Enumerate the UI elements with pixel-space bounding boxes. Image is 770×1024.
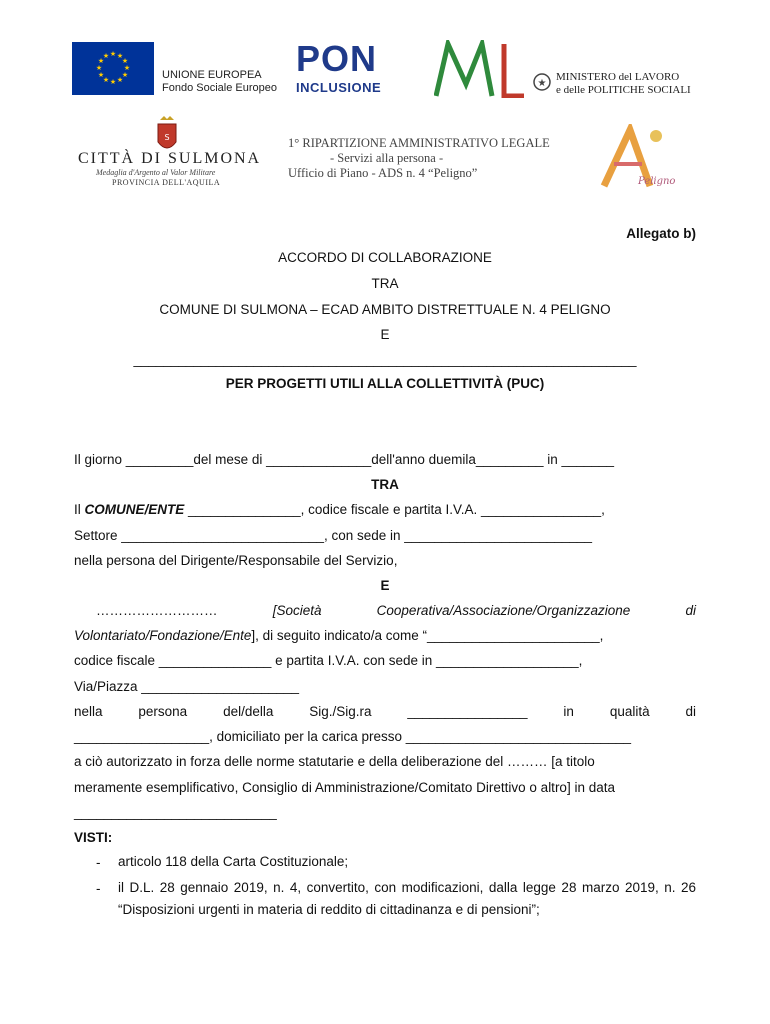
city-province: PROVINCIA DELL'AQUILA — [112, 178, 221, 187]
eu-label: UNIONE EUROPEA Fondo Sociale Europeo — [162, 69, 277, 94]
e-heading: E — [380, 327, 390, 342]
data-blank-line: ___________________________ — [74, 805, 277, 820]
svg-text:★: ★ — [97, 71, 105, 79]
svg-text:★: ★ — [121, 57, 129, 65]
list-bullet: - — [96, 855, 101, 870]
list-item: il D.L. 28 gennaio 2019, n. 4, convertito, con modificazioni, dalla legge 28 marzo 2019, n. 26 “Disposizioni urgenti in materia di reddito di cittadinanza e di pensioni”; — [118, 880, 696, 917]
list-item: articolo 118 della Carta Costituzionale; — [118, 854, 349, 869]
svg-text:Peligno: Peligno — [638, 176, 676, 187]
volontariato-line: Volontariato/Fondazione/Ente], di seguito indicato/a come “_______________________, — [74, 628, 604, 643]
ministero-logo-icon — [434, 40, 526, 98]
allegato-label: Allegato b) — [626, 226, 696, 241]
tra-heading-2: TRA — [371, 477, 399, 492]
autorizzato-line: a ciò autorizzato in forza delle norme statutarie e della deliberazione del ……… [a titolo — [74, 754, 595, 769]
document-title: ACCORDO DI COLLABORAZIONE — [278, 250, 492, 265]
svg-text:★: ★ — [109, 50, 117, 58]
svg-text:★: ★ — [102, 52, 110, 60]
svg-text:★: ★ — [109, 78, 117, 86]
city-name: CITTÀ DI SULMONA — [78, 150, 262, 167]
puc-heading: PER PROGETTI UTILI ALLA COLLETTIVITÀ (PUC) — [225, 376, 545, 391]
meramente-line: meramente esemplificativo, Consiglio di Amministrazione/Comitato Direttivo o altro] in data — [74, 780, 615, 795]
pon-sub: INCLUSIONE — [296, 80, 382, 95]
eu-flag-icon — [72, 42, 154, 95]
svg-text:★: ★ — [116, 76, 124, 84]
codice-line: codice fiscale _______________ e partita I.V.A. con sede in ___________________, — [74, 653, 583, 668]
pon-inclusione-logo — [296, 40, 406, 98]
persona-line: nella persona del Dirigente/Responsabile del Servizio, — [74, 553, 398, 568]
parties-line: COMUNE DI SULMONA – ECAD AMBITO DISTRETTUALE N. 4 PELIGNO — [159, 302, 611, 317]
svg-text:★: ★ — [123, 64, 131, 72]
nella-persona-line: nella persona del/della Sig./Sig.ra ________________ in qualità di — [74, 704, 696, 719]
counterparty-blank: ___________________________________________________________________ — [133, 352, 637, 367]
domiciliato-line: __________________, domiciliato per la carica presso ______________________________ — [74, 729, 631, 744]
svg-text:★: ★ — [121, 71, 129, 79]
comune-line: Il COMUNE/ENTE _______________, codice fiscale e partita I.V.A. ________________, — [74, 502, 605, 517]
svg-text:★: ★ — [537, 78, 547, 89]
visti-heading: VISTI: — [74, 830, 113, 845]
ministero-label: MINISTERO del LAVORO e delle POLITICHE SOCIALI — [556, 71, 691, 96]
ambito-peligno-logo-icon — [598, 124, 688, 192]
svg-text:★: ★ — [97, 57, 105, 65]
e-heading-2: E — [380, 578, 390, 593]
repubblica-emblem-icon — [532, 72, 552, 92]
settore-line: Settore ___________________________, con sede in _________________________ — [74, 528, 592, 543]
svg-text:★: ★ — [116, 52, 124, 60]
office-heading: 1° RIPARTIZIONE AMMINISTRATIVO LEGALE - Servizi alla persona - Ufficio di Piano - ADS n. 4 “Peligno” — [288, 136, 550, 180]
pon-word: PON — [296, 38, 378, 79]
svg-text:S: S — [164, 133, 170, 142]
societa-line: ……………………… [Società Cooperativa/Associazione/Organizzazione di — [96, 603, 696, 618]
via-line: Via/Piazza _____________________ — [74, 679, 299, 694]
city-motto: Medaglia d'Argento al Valor Militare — [96, 168, 216, 177]
letterhead — [0, 0, 770, 220]
giorno-line: Il giorno _________del mese di ______________dell'anno duemila_________ in _______ — [74, 452, 615, 467]
svg-text:★: ★ — [95, 64, 103, 72]
tra-heading: TRA — [371, 276, 399, 291]
list-bullet: - — [96, 881, 101, 896]
svg-text:★: ★ — [102, 76, 110, 84]
